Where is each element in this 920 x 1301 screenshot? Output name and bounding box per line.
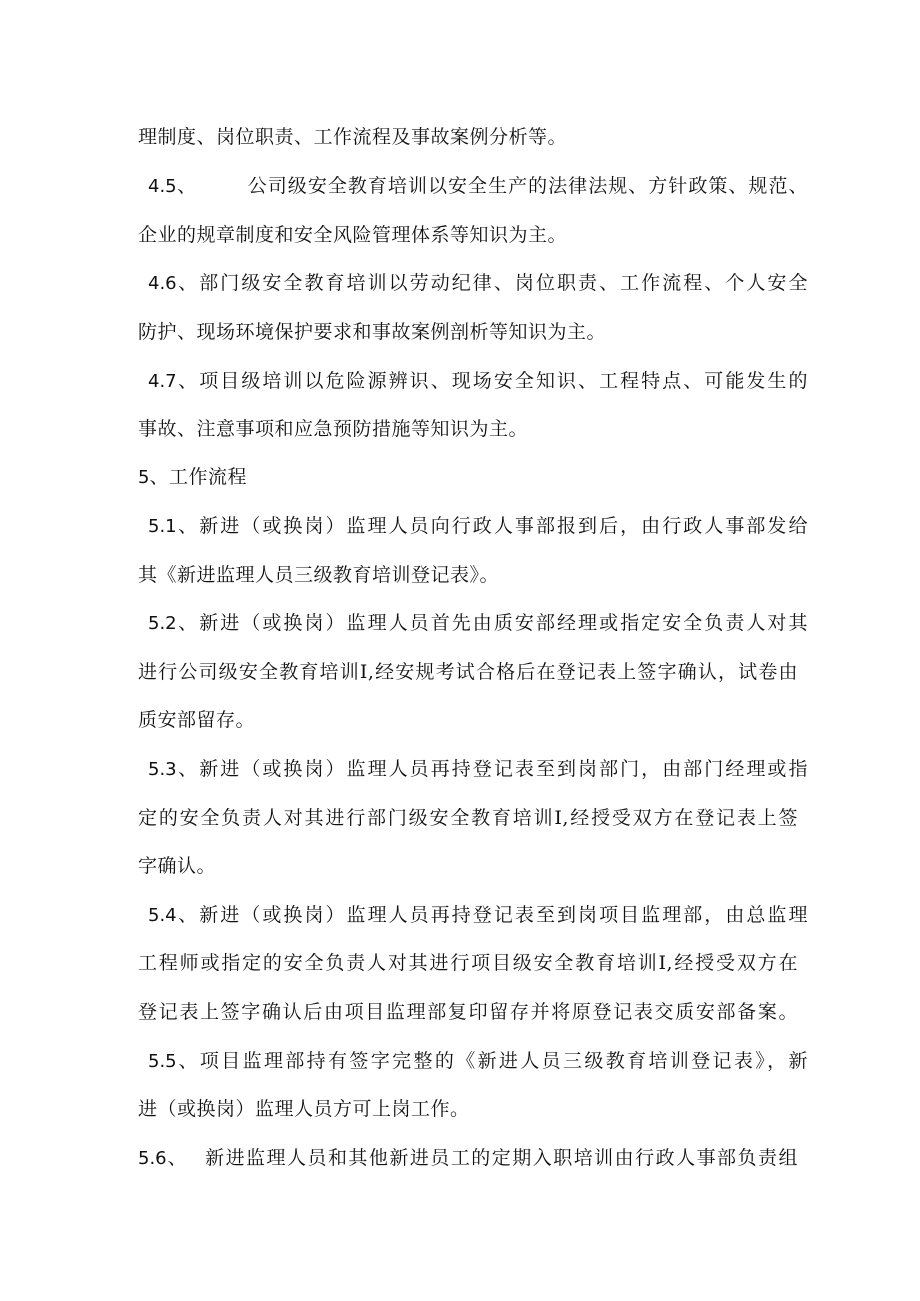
- clause-number: 5.6: [138, 1148, 167, 1169]
- paragraph-line: 工程师或指定的安全负责人对其进行项目级安全教育培训I,经授受双方在: [138, 952, 798, 974]
- paragraph-line: 防护、现场环境保护要求和事故案例剖析等知识为主。: [138, 321, 607, 343]
- clause-4-6-line: 4.6、部门级安全教育培训以劳动纪律、岗位职责、工作流程、个人安全: [148, 272, 808, 294]
- paragraph-line: 进（或换岗）监理人员方可上岗工作。: [138, 1098, 470, 1120]
- clause-number: 5.2: [148, 613, 177, 634]
- clause-4-5-line: 4.5、 公司级安全教育培训以安全生产的法律法规、方针政策、规范、: [148, 175, 808, 197]
- paragraph-line: 质安部留存。: [138, 709, 256, 731]
- section-number: 5: [138, 467, 150, 488]
- clause-number: 4.7: [148, 371, 177, 392]
- clause-number: 4.6: [148, 273, 177, 294]
- clause-5-1-line: 5.1、新进（或换岗）监理人员向行政人事部报到后，由行政人事部发给: [148, 515, 808, 537]
- clause-number: 5.1: [148, 516, 177, 537]
- clause-5-6-line: 5.6、 新进监理人员和其他新进员工的定期入职培训由行政人事部负责组: [138, 1147, 798, 1169]
- clause-5-4-line: 5.4、新进（或换岗）监理人员再持登记表至到岗项目监理部，由总监理: [148, 904, 808, 926]
- paragraph-line: 企业的规章制度和安全风险管理体系等知识为主。: [138, 224, 568, 246]
- clause-number: 5.4: [148, 905, 177, 926]
- paragraph-line: 事故、注意事项和应急预防措施等知识为主。: [138, 418, 529, 440]
- clause-number: 5.3: [148, 759, 177, 780]
- paragraph-line: 登记表上签字确认后由项目监理部复印留存并将原登记表交质安部备案。: [138, 1001, 798, 1023]
- paragraph-line: 进行公司级安全教育培训I,经安规考试合格后在登记表上签字确认，试卷由: [138, 661, 798, 683]
- paragraph-line: 理制度、岗位职责、工作流程及事故案例分析等。: [138, 126, 568, 148]
- paragraph-line: 其《新进监理人员三级教育培训登记表》。: [138, 564, 500, 586]
- clause-5-3-line: 5.3、新进（或换岗）监理人员再持登记表至到岗部门，由部门经理或指: [148, 758, 808, 780]
- clause-4-7-line: 4.7、项目级培训以危险源辨识、现场安全知识、工程特点、可能发生的: [148, 370, 808, 392]
- paragraph-line: 字确认。: [138, 855, 217, 877]
- clause-5-5-line: 5.5、项目监理部持有签字完整的《新进人员三级教育培训登记表》，新: [148, 1050, 808, 1072]
- clause-number: 5.5: [148, 1051, 177, 1072]
- clause-number: 4.5: [148, 176, 177, 197]
- paragraph-line: 定的安全负责人对其进行部门级安全教育培训I,经授受双方在登记表上签: [138, 807, 798, 829]
- section-5-heading: 5、工作流程: [138, 466, 247, 488]
- clause-5-2-line: 5.2、新进（或换岗）监理人员首先由质安部经理或指定安全负责人对其: [148, 612, 808, 634]
